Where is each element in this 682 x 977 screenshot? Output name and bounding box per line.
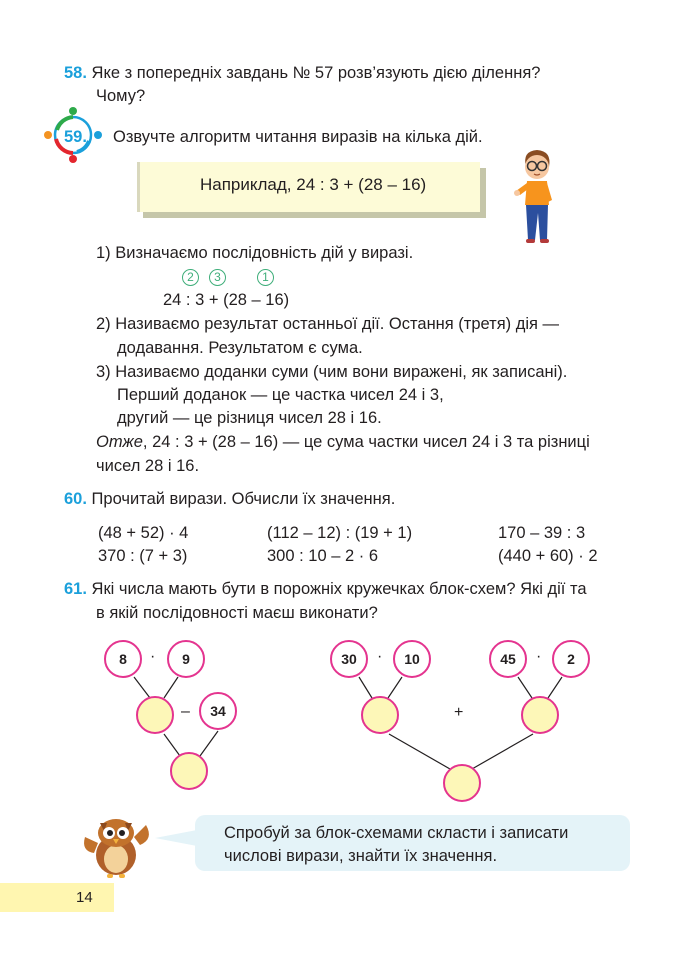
scheme2-node-b: 10 [393,640,431,678]
algorithm-conclusion-end: чисел 28 і 16. [96,457,200,475]
speech-tail [155,830,197,846]
task-text: Прочитай вирази. Обчисли їх значення. [91,490,396,508]
task-number: 61. [64,580,87,598]
owl-speech-bubble [195,815,630,871]
example-label: Наприклад, 24 : 3 + (28 – 16) [200,175,427,194]
algorithm-step1: 1) Визначаємо послідовність дій у виразі. [96,244,414,262]
order-marks [182,269,292,289]
boy-illustration [512,145,562,245]
task-61-line1 [64,578,587,600]
page-number: 14 [76,889,93,906]
expression: (440 + 60) · 2 [498,547,598,565]
scheme1-op-multiply: · [150,648,156,665]
scheme1-node-c: 34 [199,692,237,730]
algorithm-conclusion [96,431,590,453]
scheme1-result-node[interactable] [170,752,208,790]
task-59-number [64,126,87,148]
scheme2-op-plus: + [454,704,464,721]
task-number: 58. [64,64,87,82]
expression: (112 – 12) : (19 + 1) [267,524,413,542]
scheme1-node-b: 9 [167,640,205,678]
scheme2-result-node[interactable] [443,764,481,802]
owl-illustration [80,815,154,881]
algorithm-expression: 24 : 3 + (28 – 16) [163,291,290,309]
order-mark: 1 [257,269,274,286]
expression: 370 : (7 + 3) [98,547,188,565]
scheme1-empty-node[interactable] [136,696,174,734]
algorithm-step2: 2) Називаємо результат останньої дії. Остання (третя) дія — [96,315,560,333]
algorithm-step3-first: Перший доданок — це частка чисел 24 і 3, [117,386,444,404]
scheme2-empty-node-left[interactable] [361,696,399,734]
task-58-line2: Чому? [96,87,146,105]
tip-line1: Спробуй за блок-схемами скласти і записати [224,824,569,842]
algorithm-step2-cont: додавання. Результатом є сума. [117,339,363,357]
scheme2-node-c: 45 [489,640,527,678]
expression: 300 : 10 – 2 · 6 [267,547,378,565]
task-text: Яке з попередніх завдань № 57 розв’язують дією ділення? [91,64,541,82]
tip-line2: числові вирази, знайти їх значення. [224,847,498,865]
scheme1-node-a: 8 [104,640,142,678]
task-number: 60. [64,490,87,508]
algorithm-step3-second: другий — це різниця чисел 28 і 16. [117,409,382,427]
scheme2-node-a: 30 [330,640,368,678]
task-number: 59. [64,128,87,146]
task-58-line1 [64,62,540,84]
conclusion-word: Отже [96,433,143,451]
task-60 [64,488,395,510]
order-mark: 2 [182,269,199,286]
task-61-line2: в якій послідовності маєш виконати? [96,604,378,622]
scheme2-empty-node-right[interactable] [521,696,559,734]
task-59-text: Озвучте алгоритм читання виразів на кілька дій. [113,128,483,146]
scheme2-node-d: 2 [552,640,590,678]
scheme2-op-multiply-2: · [536,648,542,665]
algorithm-step3: 3) Називаємо доданки суми (чим вони виражені, як записані). [96,363,568,381]
task-text: Які числа мають бути в порожніх кружечках блок-схем? Які дії та [91,580,587,598]
expression: (48 + 52) · 4 [98,524,189,542]
example-box [137,162,480,212]
expression: 170 – 39 : 3 [498,524,586,542]
conclusion-text: , 24 : 3 + (28 – 16) — це сума частки чисел 24 і 3 та різниці [142,433,590,451]
order-mark: 3 [209,269,226,286]
page-number-bar [0,883,114,912]
scheme2-op-multiply: · [377,648,383,665]
scheme1-op-minus: – [181,703,190,720]
